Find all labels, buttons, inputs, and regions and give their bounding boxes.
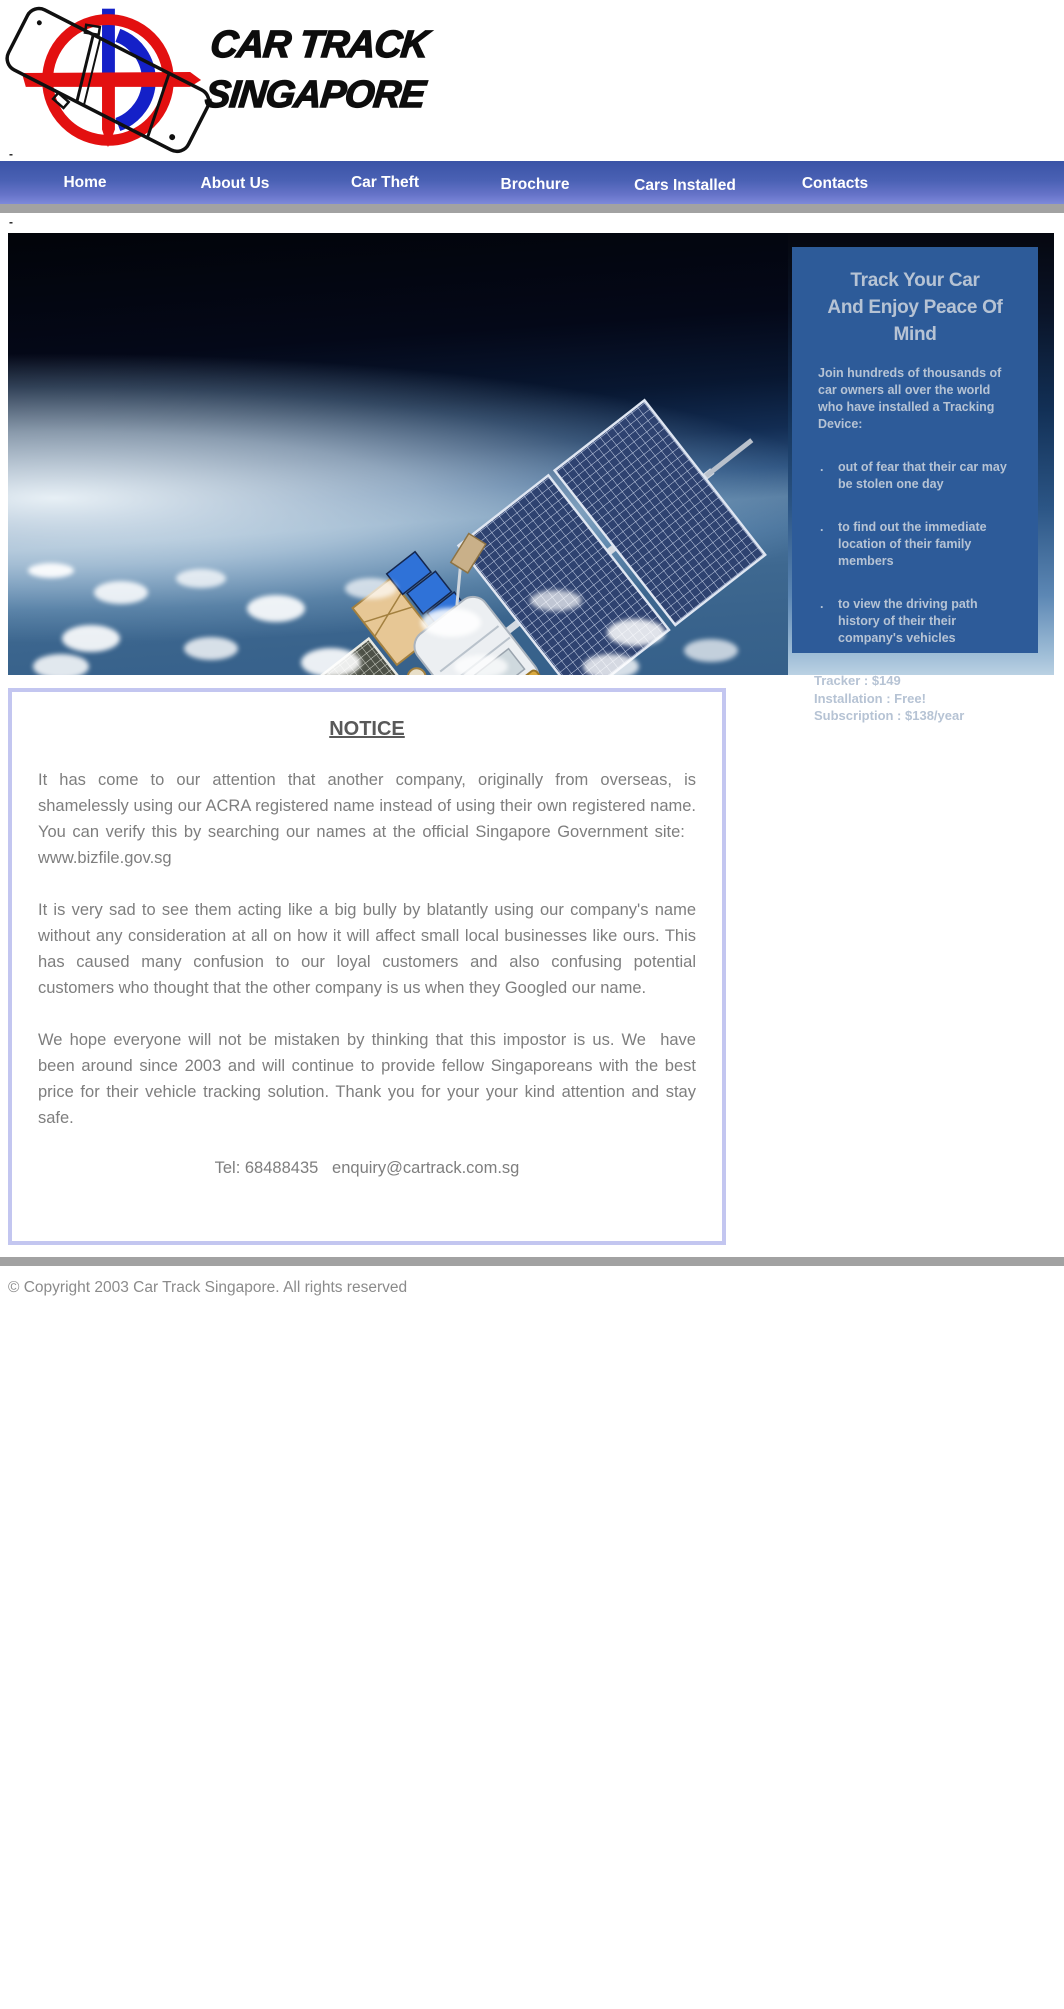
promo-intro: Join hundreds of thousands of car owners all over the world who have installed a Tracking Device:: [818, 366, 1002, 431]
earth-clouds: [28, 563, 74, 578]
price-list: [814, 672, 1018, 725]
bullet-marker: .: [820, 597, 824, 611]
nav-item-contacts[interactable]: Contacts: [801, 175, 869, 192]
bullet-text: to view the driving path history of their their company's vehicles: [838, 597, 978, 645]
notice-paragraph-3: We hope everyone will not be mistaken by thinking that this impostor is us. We have been around since 2003 and will continue to provide fellow Singaporeans with the best price for their vehicle tracking solution. Thank you for your your kind attention and stay safe.: [38, 1031, 696, 1127]
nav-item-brochure[interactable]: Brochure: [500, 175, 570, 193]
bullet-text: to find out the immediate location of their family members: [838, 520, 987, 568]
promo-bullet-1: [820, 459, 1018, 493]
notice-paragraph-1: It has come to our attention that another company, originally from overseas, is shamelessly using our ACRA registered name instead of using their own registered name. You can verify this by searching our names at the official Singapore Government site: www.bizfile.gov.sg: [38, 771, 696, 867]
footer-divider-bar: [0, 1257, 1064, 1266]
notice-title: NOTICE: [329, 718, 405, 740]
promo-bullet-3: [820, 596, 1018, 647]
nav-item-cars-installed[interactable]: Cars Installed: [634, 176, 736, 194]
price-tracker: Tracker : $149: [814, 673, 901, 688]
promo-heading-line1: Track Your Car: [850, 270, 980, 291]
satellite-photo: [8, 233, 788, 675]
bullet-marker: .: [820, 520, 824, 534]
brand-name-line2: SINGAPORE: [203, 74, 427, 116]
hero-section: [8, 233, 1054, 723]
nav-item-home[interactable]: Home: [63, 173, 107, 191]
nav-item-car-theft[interactable]: Car Theft: [350, 173, 420, 191]
brand-wordmark: [203, 20, 433, 120]
spacer-dash-bottom: -: [9, 215, 13, 229]
price-subscription: Subscription : $138/year: [814, 708, 965, 723]
brand-name-line1: CAR TRACK: [208, 24, 430, 66]
price-installation: Installation : Free!: [814, 690, 926, 706]
copyright-text: © Copyright 2003 Car Track Singapore. All rights reserved: [8, 1279, 408, 1296]
bullet-marker: .: [820, 460, 824, 474]
site-header: [0, 0, 1064, 150]
notice-contact: Tel: 68488435 enquiry@cartrack.com.sg: [214, 1159, 520, 1177]
promo-bullet-2: [820, 519, 1018, 570]
main-nav: [0, 161, 1064, 204]
satellite-illustration: [8, 233, 788, 675]
notice-paragraph-2: It is very sad to see them acting like a big bully by blatantly using our company's name without any consideration at all on how it will affect small local businesses like ours. This has caused many confusion to our loyal customers and also confusing potential customers who thought that the other company is us when they Googled our name.: [38, 901, 696, 997]
promo-heading: [812, 267, 1018, 348]
car-crosshair-logo-icon: [6, 2, 204, 152]
spacer-dash-top: -: [9, 147, 13, 161]
notice-box: [8, 688, 726, 1245]
promo-panel: [792, 247, 1038, 723]
satellite-boom-tip: [705, 438, 754, 478]
promo-heading-line2: And Enjoy Peace Of Mind: [827, 297, 1003, 345]
nav-underline-bar: [0, 204, 1064, 213]
nav-item-about-us[interactable]: About Us: [200, 174, 270, 192]
promo-panel-area: [788, 233, 1054, 723]
bullet-text: out of fear that their car may be stolen one day: [838, 460, 1007, 491]
